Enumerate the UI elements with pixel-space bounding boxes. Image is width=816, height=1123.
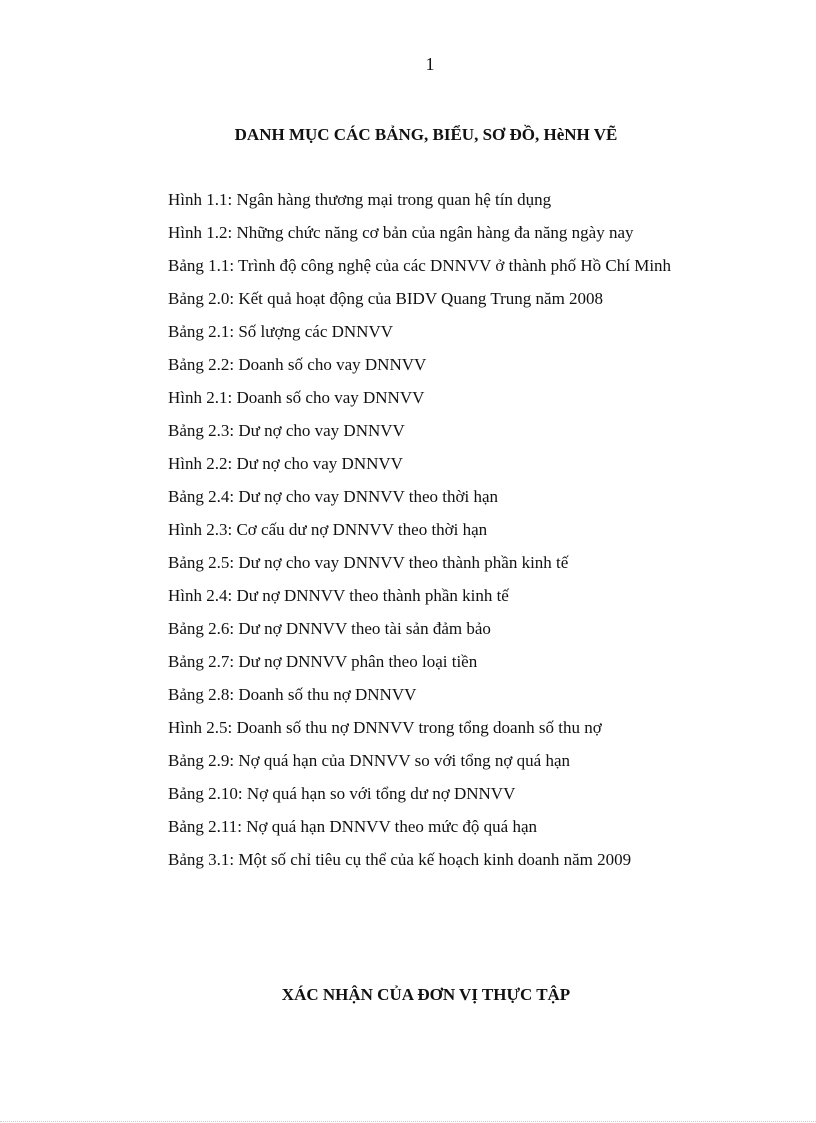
list-item: Hình 2.3: Cơ cấu dư nợ DNNVV theo thời hạn [168, 520, 488, 539]
list-item: Bảng 2.4: Dư nợ cho vay DNNVV theo thời hạn [168, 487, 499, 506]
list-item: Hình 1.1: Ngân hàng thương mại trong quan hệ tín dụng [168, 190, 552, 209]
list-item: Bảng 2.8: Doanh số thu nợ DNNVV [168, 685, 417, 704]
list-item: Bảng 2.6: Dư nợ DNNVV theo tài sản đảm bảo [168, 619, 491, 638]
list-item: Bảng 2.0: Kết quả hoạt động của BIDV Quang Trung năm 2008 [168, 289, 604, 308]
list-item: Bảng 2.7: Dư nợ DNNVV phân theo loại tiền [168, 652, 478, 671]
list-item: Hình 2.1: Doanh số cho vay DNNVV [168, 388, 425, 407]
tables-figures-list [168, 189, 671, 882]
list-item: Bảng 2.2: Doanh số cho vay DNNVV [168, 355, 427, 374]
list-item: Bảng 2.10: Nợ quá hạn so với tổng dư nợ DNNVV [168, 784, 516, 803]
list-item: Bảng 3.1: Một số chỉ tiêu cụ thể của kế hoạch kinh doanh năm 2009 [168, 850, 632, 869]
list-item: Hình 2.4: Dư nợ DNNVV theo thành phần kinh tế [168, 586, 509, 605]
list-item: Bảng 2.3: Dư nợ cho vay DNNVV [168, 421, 405, 440]
list-item: Bảng 2.11: Nợ quá hạn DNNVV theo mức độ quá hạn [168, 817, 538, 836]
list-item: Hình 1.2: Những chức năng cơ bản của ngân hàng đa năng ngày nay [168, 223, 634, 242]
list-item: Bảng 1.1: Trình độ công nghệ của các DNNVV ở thành phố Hồ Chí Minh [168, 256, 672, 275]
internship-unit-confirmation-title: XÁC NHẬN CỦA ĐƠN VỊ THỰC TẬP [281, 985, 571, 1004]
list-of-tables-figures-title: DANH MỤC CÁC BẢNG, BIỂU, SƠ ĐỒ, HèNH VẼ [234, 125, 618, 144]
list-item: Hình 2.2: Dư nợ cho vay DNNVV [168, 454, 403, 473]
list-item: Bảng 2.5: Dư nợ cho vay DNNVV theo thành phần kinh tế [168, 553, 569, 572]
page-number: 1 [425, 54, 435, 74]
page-bottom-border [0, 1121, 816, 1122]
list-item: Hình 2.5: Doanh số thu nợ DNNVV trong tổng doanh số thu nợ [168, 718, 602, 737]
list-item: Bảng 2.9: Nợ quá hạn của DNNVV so với tổng nợ quá hạn [168, 751, 571, 770]
list-item: Bảng 2.1: Số lượng các DNNVV [168, 322, 394, 341]
